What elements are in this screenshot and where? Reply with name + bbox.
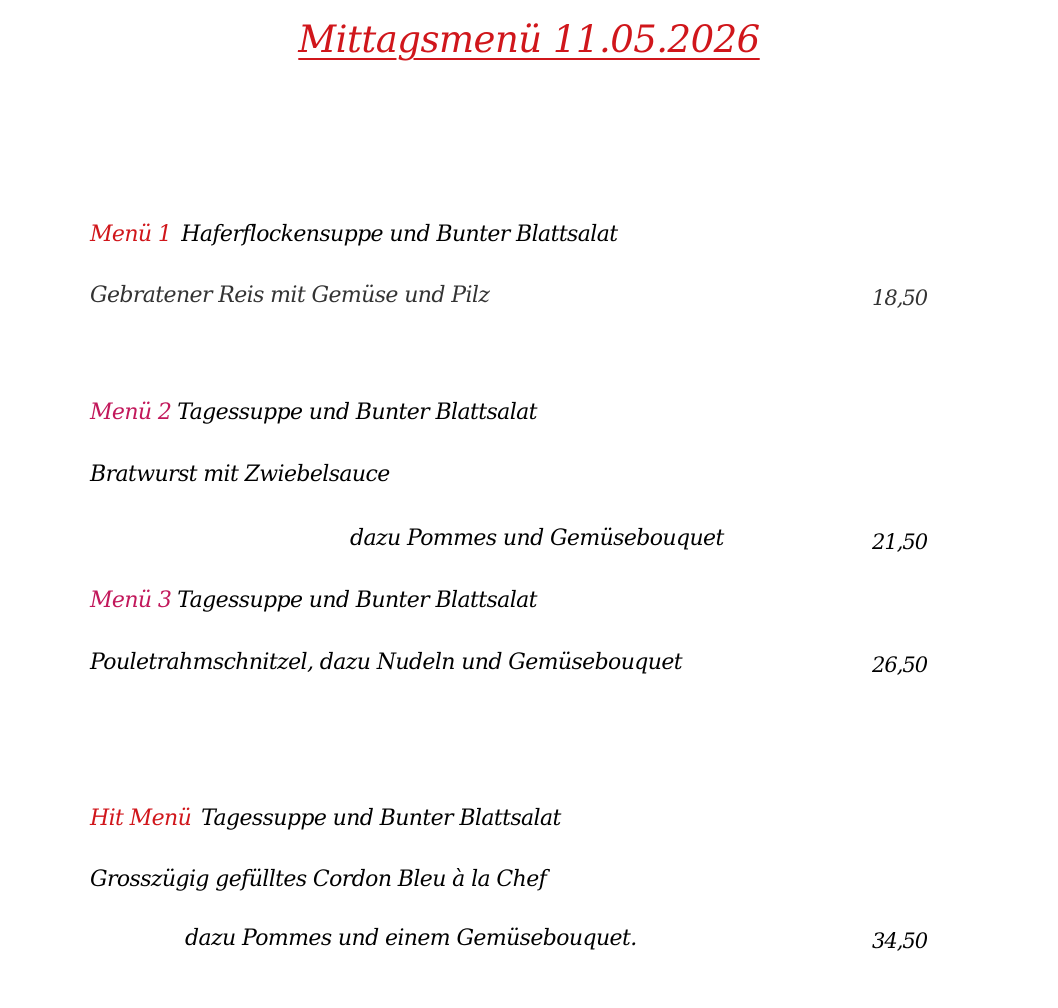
menu3-starter-line <box>90 588 537 613</box>
hit-side: dazu Pommes und einem Gemüsebouquet. <box>185 926 637 951</box>
menu3-label: Menü 3 <box>90 588 172 613</box>
hit-starter: Tagessuppe und Bunter Blattsalat <box>201 806 561 831</box>
menu2-starter-line <box>90 400 537 425</box>
menu2-main: Bratwurst mit Zwiebelsauce <box>90 462 390 487</box>
hit-main: Grosszügig gefülltes Cordon Bleu à la Chef <box>90 867 547 892</box>
page-title: Mittagsmenü 11.05.2026 <box>298 18 760 61</box>
menu2-label: Menü 2 <box>90 400 172 425</box>
hit-price: 34,50 <box>872 929 928 953</box>
menu1-starter-line <box>90 222 617 247</box>
menu2-side: dazu Pommes und Gemüsebouquet <box>350 526 724 551</box>
menu1-price: 18,50 <box>872 286 928 310</box>
menu2-starter: Tagessuppe und Bunter Blattsalat <box>177 400 537 425</box>
menu1-starter: Haferflockensuppe und Bunter Blattsalat <box>181 222 618 247</box>
menu3-main: Pouletrahmschnitzel, dazu Nudeln und Gemüsebouquet <box>90 650 682 675</box>
hit-label: Hit Menü <box>90 806 192 831</box>
hit-starter-line <box>90 806 561 831</box>
menu2-price: 21,50 <box>872 530 928 554</box>
menu3-starter: Tagessuppe und Bunter Blattsalat <box>177 588 537 613</box>
menu3-price: 26,50 <box>872 653 928 677</box>
menu1-label: Menü 1 <box>90 222 172 247</box>
menu1-main: Gebratener Reis mit Gemüse und Pilz <box>90 283 490 308</box>
